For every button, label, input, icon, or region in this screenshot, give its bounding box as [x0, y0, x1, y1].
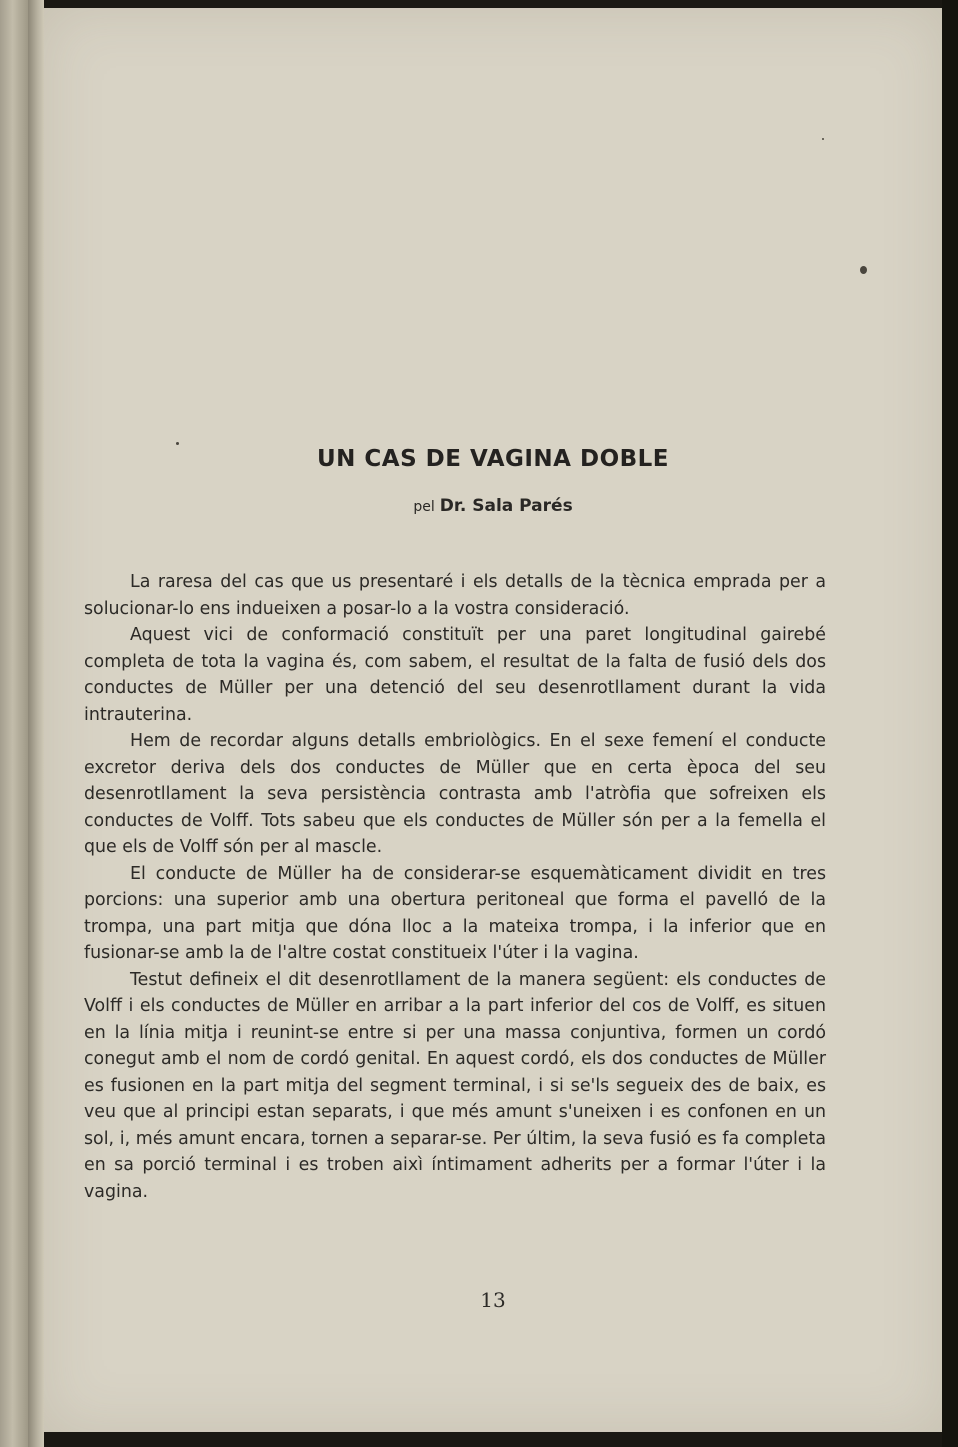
- byline-prefix: pel: [413, 499, 435, 515]
- book-spine: [0, 0, 28, 1447]
- paragraph: Hem de recordar alguns detalls embriològics. En el sexe femení el conducte excretor deriva dels dos conductes de Müller que en certa època del seu desenrotllament la seva persistència contrasta amb l'atròfia que sofreixen els conductes de Volff. Tots sabeu que els conductes de Müller són per a la femella el que els de Volff són per al mascle.: [84, 731, 826, 857]
- page-number: 13: [480, 1288, 506, 1312]
- page-paper: [44, 8, 942, 1432]
- author-name: Dr. Sala Parés: [439, 496, 573, 516]
- byline: [44, 496, 942, 516]
- paragraph: La raresa del cas que us presentaré i els detalls de la tècnica emprada per a solucionar-lo ens indueixen a posar-lo a la vostra consideració.: [84, 572, 826, 619]
- page-edge: [942, 0, 958, 1447]
- paper-speck: [860, 266, 867, 274]
- article-body: [84, 569, 826, 1205]
- paper-speck: [822, 138, 824, 140]
- article-title: UN CAS DE VAGINA DOBLE: [316, 446, 670, 472]
- paragraph: Testut defineix el dit desenrotllament de la manera següent: els conductes de Volff i els conductes de Müller en arribar a la part inferior del cos de Volff, es situen en la línia mitja i reunint-se entre si per una massa conjuntiva, formen un cordó conegut amb el nom de cordó genital. En aquest cordó, els dos conductes de Müller es fusionen en la part mitja del segment terminal, i si se'ls segueix des de baix, es veu que al principi estan separats, i que més amunt s'uneixen i es confonen en un sol, i, més amunt encara, tornen a separar-se. Per últim, la seva fusió es fa completa en sa porció terminal i es troben aixì íntimament adherits per a formar l'úter i la vagina.: [84, 969, 826, 1202]
- gutter-shadow: [28, 0, 44, 1447]
- paragraph: Aquest vici de conformació constituït per una paret longitudinal gairebé completa de tota la vagina és, com sabem, el resultat de la falta de fusió dels dos conductes de Müller per una detenció del seu desenrotllament durant la vida intrauterina.: [84, 625, 826, 725]
- paragraph: El conducte de Müller ha de considerar-se esquemàticament dividit en tres porcions: una superior amb una obertura peritoneal que forma el pavelló de la trompa, una part mitja que dóna lloc a la mateixa trompa, i la inferior que en fusionar-se amb la de l'altre costat constitueix l'úter i la vagina.: [84, 863, 826, 963]
- paper-speck: [176, 442, 179, 445]
